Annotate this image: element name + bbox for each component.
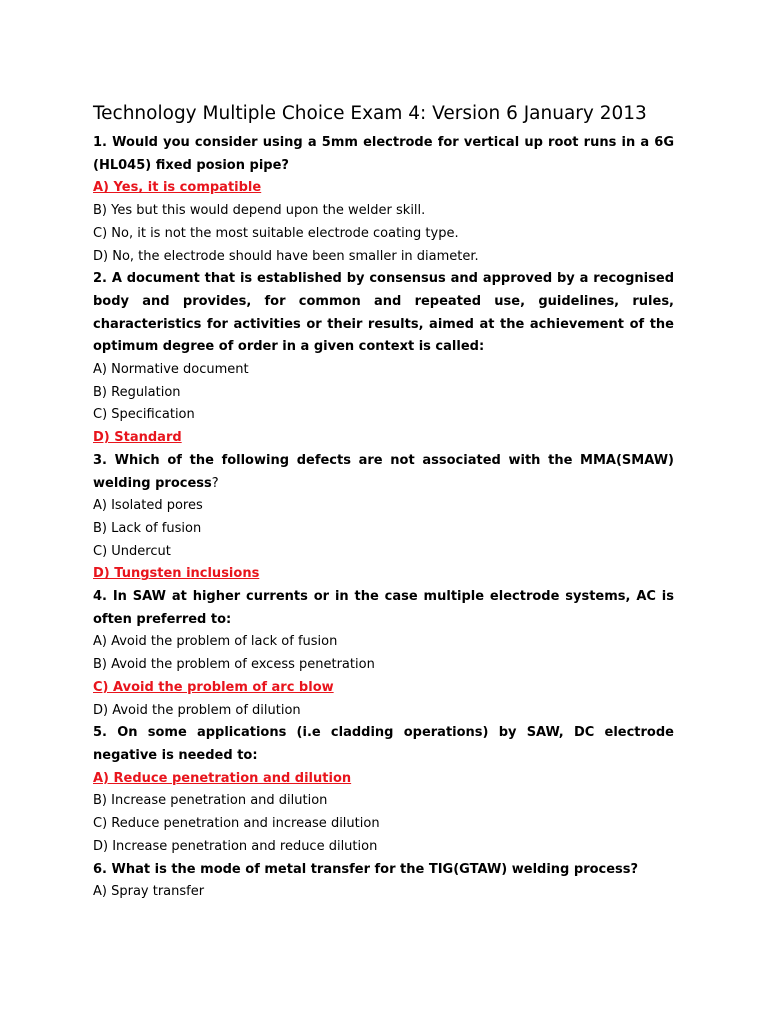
question-3-text: 3. Which of the following defects are not associated with the MMA(SMAW) welding process [93, 452, 674, 491]
document-title: Technology Multiple Choice Exam 4: Version 6 January 2013 [93, 103, 647, 124]
question-3-option-c: C) Undercut [93, 543, 171, 559]
question-2-option-b: B) Regulation [93, 384, 181, 400]
question-2: 2. A document that is established by consensus and approved by a recognised body and provides, for common and repeated use, guidelines, rules, characteristics for activities or their results, aimed at the achievement of the optimum degree of order in a given context is called: [93, 271, 674, 355]
question-5-option-a-correct: A) Reduce penetration and dilution [93, 770, 352, 786]
question-2-option-a: A) Normative document [93, 362, 249, 378]
question-1-option-c: C) No, it is not the most suitable electrode coating type. [93, 225, 459, 241]
question-3-option-b: B) Lack of fusion [93, 520, 202, 536]
question-1-option-d: D) No, the electrode should have been smaller in diameter. [93, 248, 479, 264]
question-4-option-b: B) Avoid the problem of excess penetration [93, 657, 375, 673]
question-4: 4. In SAW at higher currents or in the case multiple electrode systems, AC is often preferred to: [93, 589, 674, 627]
question-6-option-a: A) Spray transfer [93, 884, 205, 900]
question-4-option-d: D) Avoid the problem of dilution [93, 702, 301, 718]
question-5-option-d: D) Increase penetration and reduce dilution [93, 838, 378, 854]
question-4-option-a: A) Avoid the problem of lack of fusion [93, 634, 338, 650]
question-4-option-c-correct: C) Avoid the problem of arc blow [93, 679, 334, 695]
question-6: 6. What is the mode of metal transfer for the TIG(GTAW) welding process? [93, 861, 639, 877]
question-5-option-b: B) Increase penetration and dilution [93, 793, 328, 809]
question-3-option-a: A) Isolated pores [93, 498, 203, 514]
question-1-option-a-correct: A) Yes, it is compatible [93, 180, 262, 196]
question-1-option-b: B) Yes but this would depend upon the welder skill. [93, 203, 426, 219]
question-1: 1. Would you consider using a 5mm electrode for vertical up root runs in a 6G (HL045) fixed posion pipe? [93, 135, 674, 173]
question-5: 5. On some applications (i.e cladding operations) by SAW, DC electrode negative is needed to: [93, 725, 674, 763]
question-2-option-d-correct: D) Standard [93, 430, 182, 446]
question-3-punctuation: ? [211, 475, 219, 491]
question-2-option-c: C) Specification [93, 407, 195, 423]
question-5-option-c: C) Reduce penetration and increase dilution [93, 816, 380, 832]
question-3-option-d-correct: D) Tungsten inclusions [93, 566, 260, 582]
question-3 [93, 450, 674, 495]
exam-document [93, 98, 674, 904]
